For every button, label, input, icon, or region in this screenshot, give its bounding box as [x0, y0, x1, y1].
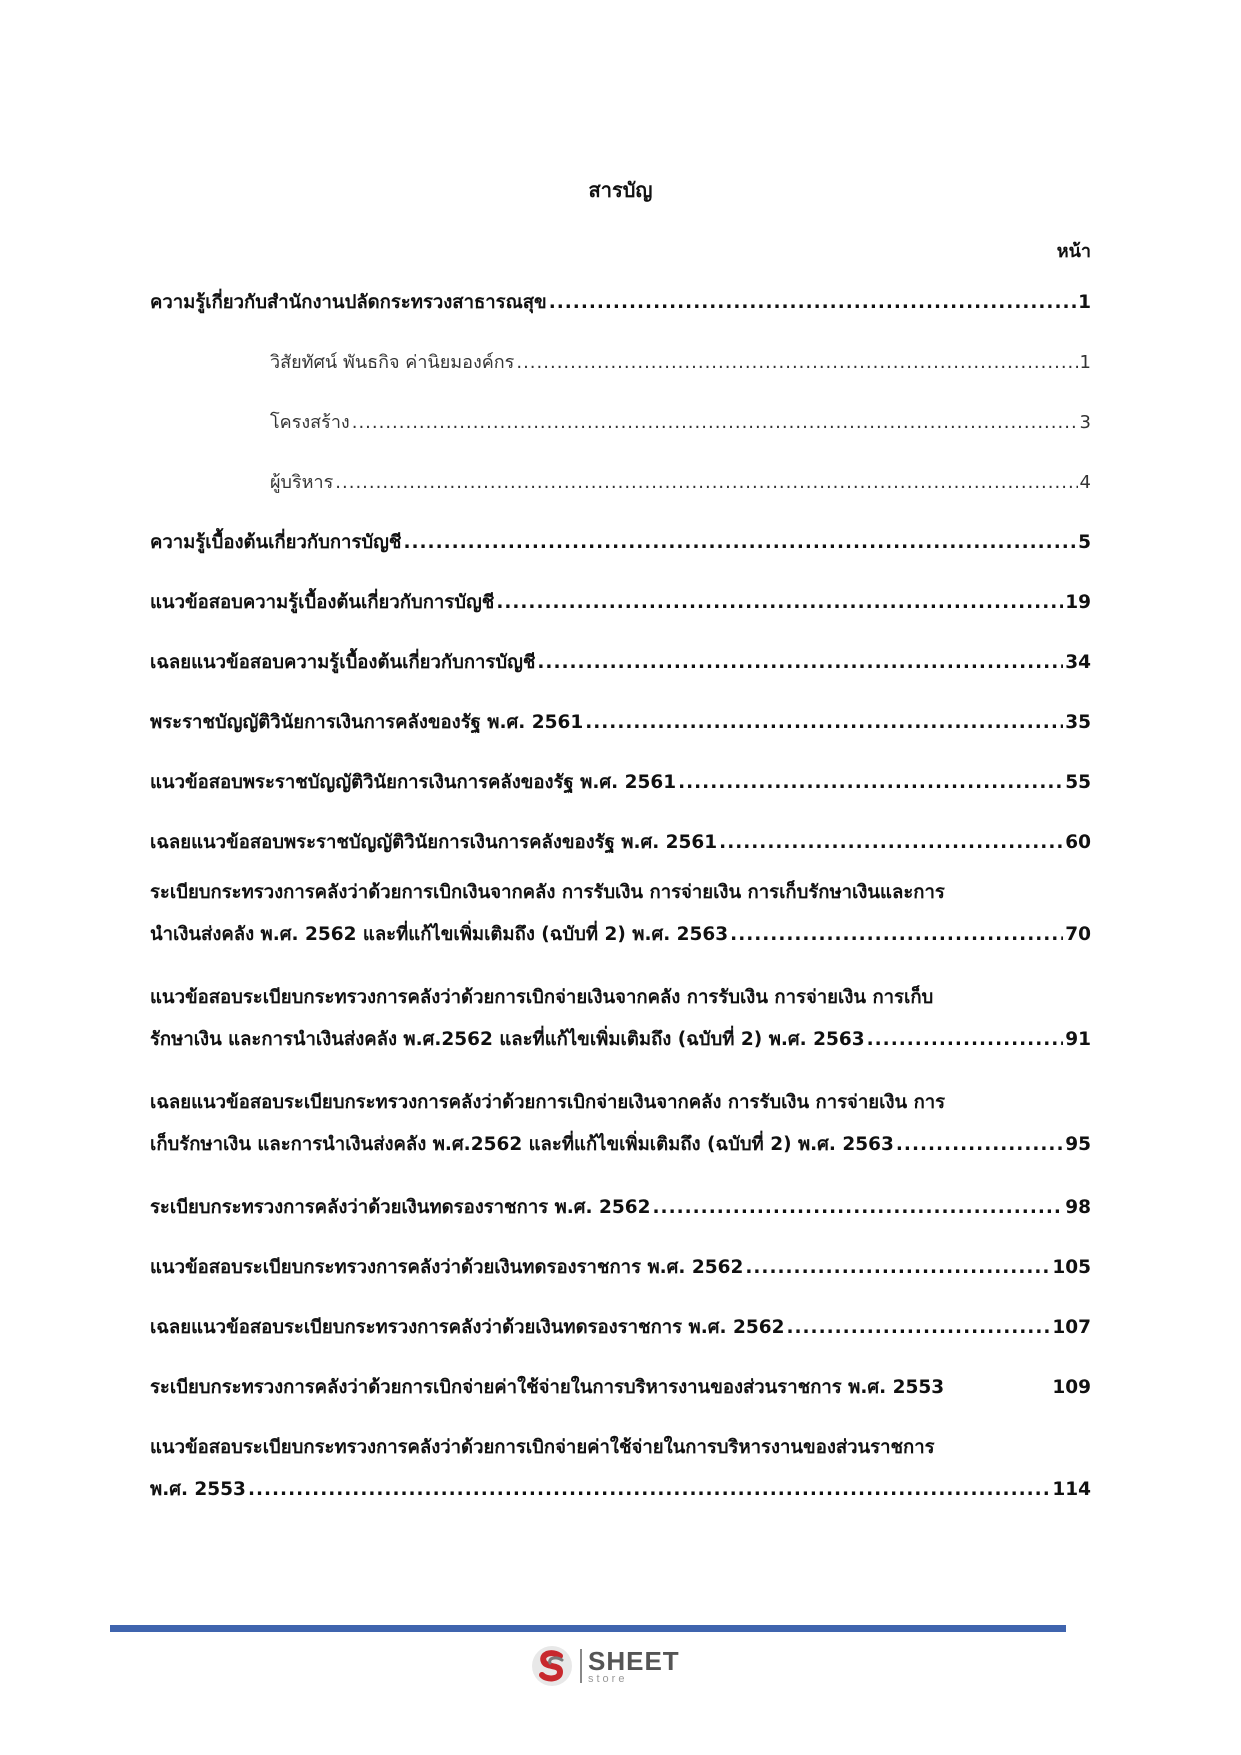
- toc-entry-text: แนวข้อสอบระเบียบกระทรวงการคลังว่าด้วยการเบิกจ่ายเงินจากคลัง การรับเงิน การจ่ายเงิน การเก็บ: [150, 987, 934, 1008]
- toc-page-number: 95: [1065, 1134, 1091, 1155]
- toc-entry-text: นำเงินส่งคลัง พ.ศ. 2562 และที่แก้ไขเพิ่มเติมถึง (ฉบับที่ 2) พ.ศ. 2563: [150, 924, 729, 945]
- toc-subentry: [270, 350, 1091, 376]
- toc-entry-text: ความรู้เกี่ยวกับสำนักงานปลัดกระทรวงสาธารณสุข: [150, 292, 547, 313]
- toc-entry-text: โครงสร้าง: [270, 412, 350, 433]
- toc-leader-dots: [896, 1132, 1063, 1158]
- logo-brand-text: SHEET: [588, 1645, 680, 1676]
- toc-entry-text: ระเบียบกระทรวงการคลังว่าด้วยเงินทดรองราชการ พ.ศ. 2562: [150, 1197, 651, 1218]
- toc-entry: [150, 1315, 1091, 1341]
- toc-page-number: 34: [1065, 652, 1091, 673]
- toc-leader-dots: [248, 1477, 1050, 1503]
- toc-page-number: 55: [1065, 772, 1091, 793]
- toc-entry: [150, 985, 1091, 1053]
- toc-page-number: 109: [1052, 1377, 1091, 1398]
- toc-leader-dots: [719, 830, 1063, 856]
- toc-entry: [150, 530, 1091, 556]
- toc-entry: [150, 1090, 1091, 1158]
- toc-entry: [150, 710, 1091, 736]
- toc-entry-text: เฉลยแนวข้อสอบพระราชบัญญัติวินัยการเงินการคลังของรัฐ พ.ศ. 2561: [150, 832, 718, 853]
- sheet-store-logo-icon: [530, 1644, 574, 1688]
- document-title: สารบัญ: [588, 178, 653, 202]
- toc-entry-text: แนวข้อสอบระเบียบกระทรวงการคลังว่าด้วยการเบิกจ่ายค่าใช้จ่ายในการบริหารงานของส่วนราชการ: [150, 1437, 935, 1458]
- toc-subentry: [270, 410, 1091, 436]
- footer-logo: [530, 1644, 680, 1688]
- toc-page-number: 60: [1065, 832, 1091, 853]
- toc-entry: [150, 1435, 1091, 1503]
- toc-subentry: [270, 470, 1091, 496]
- toc-entry-text: แนวข้อสอบพระราชบัญญัติวินัยการเงินการคลังของรัฐ พ.ศ. 2561: [150, 772, 677, 793]
- toc-page-number: 98: [1065, 1197, 1091, 1218]
- toc-entry-text: เฉลยแนวข้อสอบความรู้เบื้องต้นเกี่ยวกับการบัญชี: [150, 652, 536, 673]
- toc-leader-dots: [585, 710, 1063, 736]
- toc-page-number: 5: [1078, 532, 1091, 553]
- toc-entry: [150, 590, 1091, 616]
- toc-leader-dots: [745, 1255, 1050, 1281]
- toc-leader-dots: [335, 470, 1077, 496]
- toc-page-number: 91: [1065, 1029, 1091, 1050]
- toc-entry: [150, 650, 1091, 676]
- toc-leader-dots: [678, 770, 1063, 796]
- toc-entry: [150, 830, 1091, 856]
- page-column-header: หน้า: [1056, 241, 1091, 262]
- toc-entry-text: พระราชบัญญัติวินัยการเงินการคลังของรัฐ พ.ศ. 2561: [150, 712, 584, 733]
- toc-leader-dots: [496, 590, 1063, 616]
- toc-entry-text: เฉลยแนวข้อสอบระเบียบกระทรวงการคลังว่าด้วยเงินทดรองราชการ พ.ศ. 2562: [150, 1317, 785, 1338]
- toc-entry-text: ระเบียบกระทรวงการคลังว่าด้วยการเบิกจ่ายค่าใช้จ่ายในการบริหารงานของส่วนราชการ พ.ศ. 2553: [150, 1377, 945, 1398]
- toc-entry: [150, 1375, 1091, 1401]
- toc-leader-dots: [352, 410, 1078, 436]
- toc-entry: [150, 290, 1091, 316]
- toc-entry-text: ระเบียบกระทรวงการคลังว่าด้วยการเบิกเงินจากคลัง การรับเงิน การจ่ายเงิน การเก็บรักษาเงินและการ: [150, 882, 945, 903]
- toc-leader-dots: [653, 1195, 1064, 1221]
- toc-entry-text: ความรู้เบื้องต้นเกี่ยวกับการบัญชี: [150, 532, 402, 553]
- toc-entry-text: รักษาเงิน และการนำเงินส่งคลัง พ.ศ.2562 และที่แก้ไขเพิ่มเติมถึง (ฉบับที่ 2) พ.ศ. 2563: [150, 1029, 865, 1050]
- toc-leader-dots: [786, 1315, 1050, 1341]
- footer-bar: [110, 1625, 1066, 1632]
- toc-entry-text: วิสัยทัศน์ พันธกิจ ค่านิยมองค์กร: [270, 352, 515, 373]
- toc-entry: [150, 880, 1091, 948]
- toc-page-number: 19: [1065, 592, 1091, 613]
- toc-page-number: 1: [1078, 292, 1091, 313]
- toc-entry-text: แนวข้อสอบความรู้เบื้องต้นเกี่ยวกับการบัญชี: [150, 592, 495, 613]
- toc-page-number: 4: [1079, 472, 1091, 493]
- logo-sub-text: store: [588, 1672, 628, 1685]
- toc-page-number: 70: [1065, 924, 1091, 945]
- toc-page-number: 3: [1079, 412, 1091, 433]
- toc-leader-dots: [549, 290, 1076, 316]
- toc-leader-dots: [403, 530, 1076, 556]
- toc-entry-text: เฉลยแนวข้อสอบระเบียบกระทรวงการคลังว่าด้วยการเบิกจ่ายเงินจากคลัง การรับเงิน การจ่ายเงิน การ: [150, 1092, 946, 1113]
- toc-entry: [150, 1255, 1091, 1281]
- toc-page-number: 107: [1052, 1317, 1091, 1338]
- toc-page-number: 35: [1065, 712, 1091, 733]
- toc-entry-text: เก็บรักษาเงิน และการนำเงินส่งคลัง พ.ศ.2562 และที่แก้ไขเพิ่มเติมถึง (ฉบับที่ 2) พ.ศ. 2563: [150, 1134, 894, 1155]
- toc-entry: [150, 770, 1091, 796]
- toc-entry-text: ผู้บริหาร: [270, 472, 334, 493]
- toc-entry: [150, 1195, 1091, 1221]
- logo-separator: [580, 1649, 582, 1683]
- toc-page-number: 1: [1079, 352, 1091, 373]
- toc-leader-dots: [867, 1027, 1064, 1053]
- toc-page-number: 114: [1052, 1479, 1091, 1500]
- toc-leader-dots: [537, 650, 1063, 676]
- toc-leader-dots: [730, 922, 1063, 948]
- toc-entry-text: พ.ศ. 2553: [150, 1479, 246, 1500]
- toc-page-number: 105: [1052, 1257, 1091, 1278]
- toc-entry-text: แนวข้อสอบระเบียบกระทรวงการคลังว่าด้วยเงินทดรองราชการ พ.ศ. 2562: [150, 1257, 744, 1278]
- toc-leader-dots: [516, 350, 1077, 376]
